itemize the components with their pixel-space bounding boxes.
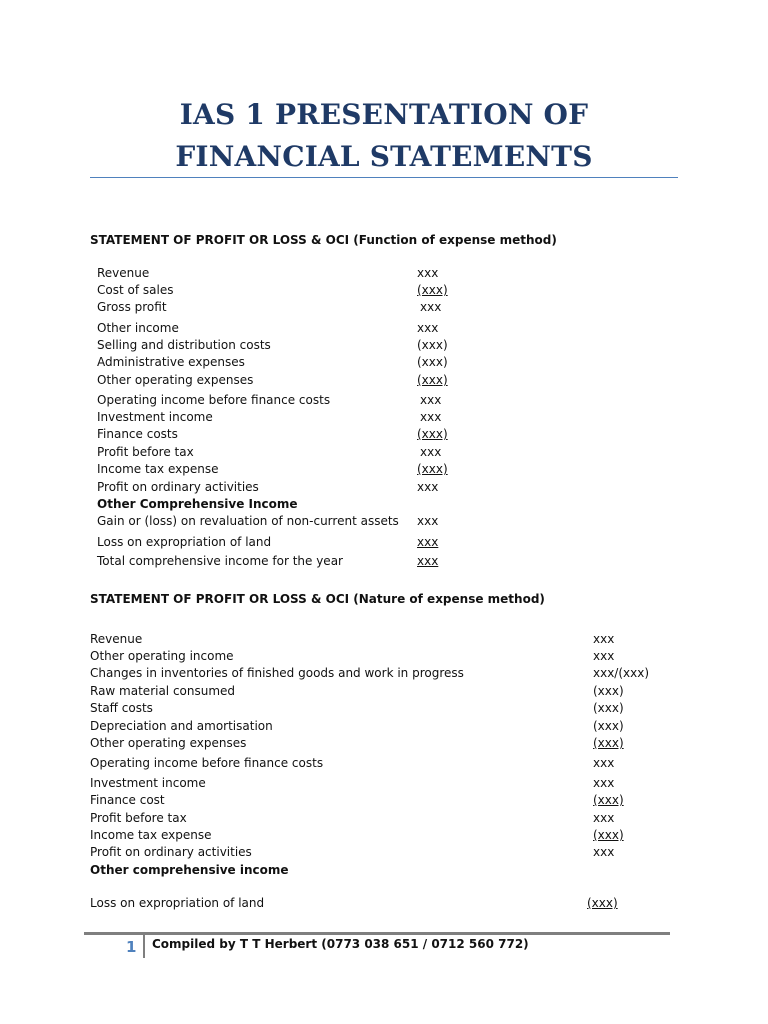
row-label: Revenue [90, 632, 143, 646]
row-value: (xxx) [417, 462, 448, 476]
row-label: Other income [97, 321, 179, 335]
section1-heading: STATEMENT OF PROFIT OR LOSS & OCI (Function of expense method) [90, 233, 557, 247]
row-value: (xxx) [593, 719, 624, 733]
row-value: xxx [417, 266, 439, 280]
section1-row [97, 444, 457, 460]
row-value: xxx [417, 321, 439, 335]
section2-row [90, 648, 650, 664]
row-label: Finance costs [97, 427, 178, 441]
row-label: Profit on ordinary activities [97, 480, 259, 494]
row-label: Other operating income [90, 649, 234, 663]
row-value: xxx [417, 514, 439, 528]
section1-row [97, 282, 457, 298]
section1-row [97, 513, 457, 529]
row-label: Income tax expense [90, 828, 212, 842]
row-label: Profit before tax [97, 445, 194, 459]
section2-subheading-row [90, 862, 650, 878]
section1-row [97, 354, 457, 370]
row-label: Staff costs [90, 701, 153, 715]
row-value: xxx [420, 300, 442, 314]
row-value: xxx [420, 393, 442, 407]
row-value: (xxx) [417, 373, 448, 387]
row-value: xxx [417, 535, 439, 549]
row-label: Cost of sales [97, 283, 174, 297]
document-title: IAS 1 PRESENTATION OF FINANCIAL STATEMENTS [175, 98, 593, 173]
row-value: xxx [593, 632, 615, 646]
section1-row [97, 479, 457, 495]
section1-row [97, 409, 457, 425]
row-value: (xxx) [587, 896, 618, 910]
section1-row [97, 265, 457, 281]
section1-row [97, 534, 457, 550]
row-value: (xxx) [417, 355, 448, 369]
section1-row [97, 299, 457, 315]
row-value: (xxx) [417, 338, 448, 352]
row-label: Gain or (loss) on revaluation of non-current assets [97, 514, 399, 528]
row-label: Investment income [90, 776, 206, 790]
page-number: 1 [126, 938, 137, 956]
section1-row [97, 553, 457, 569]
row-value: xxx [417, 554, 439, 568]
section2-row [90, 775, 650, 791]
row-label: Profit before tax [90, 811, 187, 825]
section1-subheading-row [97, 496, 457, 512]
row-label: Profit on ordinary activities [90, 845, 252, 859]
row-label: Income tax expense [97, 462, 219, 476]
row-label: Investment income [97, 410, 213, 424]
row-value: (xxx) [417, 427, 448, 441]
row-value: xxx/(xxx) [593, 666, 650, 680]
row-label: Administrative expenses [97, 355, 245, 369]
row-label: Other comprehensive income [90, 863, 289, 877]
section1-row [97, 372, 457, 388]
section1-row [97, 320, 457, 336]
row-value: xxx [593, 776, 615, 790]
section1-row [97, 337, 457, 353]
row-value: (xxx) [593, 736, 624, 750]
row-value: xxx [420, 410, 442, 424]
row-value: xxx [593, 811, 615, 825]
row-label: Gross profit [97, 300, 167, 314]
row-label: Revenue [97, 266, 150, 280]
row-label: Other operating expenses [90, 736, 247, 750]
row-label: Raw material consumed [90, 684, 236, 698]
row-label: Loss on expropriation of land [97, 535, 272, 549]
row-label: Operating income before finance costs [90, 756, 324, 770]
row-value: xxx [593, 756, 615, 770]
section1-row [97, 392, 457, 408]
footer-rule [84, 932, 670, 935]
row-value: xxx [420, 445, 442, 459]
row-value: xxx [417, 480, 439, 494]
section1-row [97, 426, 457, 442]
section2-row [90, 810, 650, 826]
row-value: (xxx) [593, 701, 624, 715]
section2-row [90, 700, 650, 716]
section2-row [90, 792, 650, 808]
section2-row [90, 683, 650, 699]
row-value: (xxx) [593, 828, 624, 842]
section2-row [90, 631, 650, 647]
section2-row [90, 755, 650, 771]
row-label: Selling and distribution costs [97, 338, 271, 352]
section2-heading: STATEMENT OF PROFIT OR LOSS & OCI (Nature of expense method) [90, 592, 545, 606]
row-value: (xxx) [417, 283, 448, 297]
row-label: Depreciation and amortisation [90, 719, 273, 733]
row-value: xxx [593, 649, 615, 663]
row-label: Changes in inventories of finished goods and work in progress [90, 666, 464, 680]
row-label: Operating income before finance costs [97, 393, 331, 407]
section2-row [90, 718, 650, 734]
section2-row [90, 895, 650, 911]
row-label: Loss on expropriation of land [90, 896, 265, 910]
footer-credit: Compiled by T T Herbert (0773 038 651 / 0712 560 772) [152, 937, 529, 951]
title-underline [90, 177, 678, 178]
footer-divider [143, 934, 145, 958]
row-value: xxx [593, 845, 615, 859]
row-label: Other Comprehensive Income [97, 497, 298, 511]
section2-row [90, 665, 650, 681]
section2-row [90, 827, 650, 843]
section2-row [90, 844, 650, 860]
row-label: Finance cost [90, 793, 165, 807]
section2-row [90, 735, 650, 751]
row-label: Total comprehensive income for the year [97, 554, 343, 568]
row-value: (xxx) [593, 684, 624, 698]
section1-row [97, 461, 457, 477]
row-value: (xxx) [593, 793, 624, 807]
row-label: Other operating expenses [97, 373, 254, 387]
